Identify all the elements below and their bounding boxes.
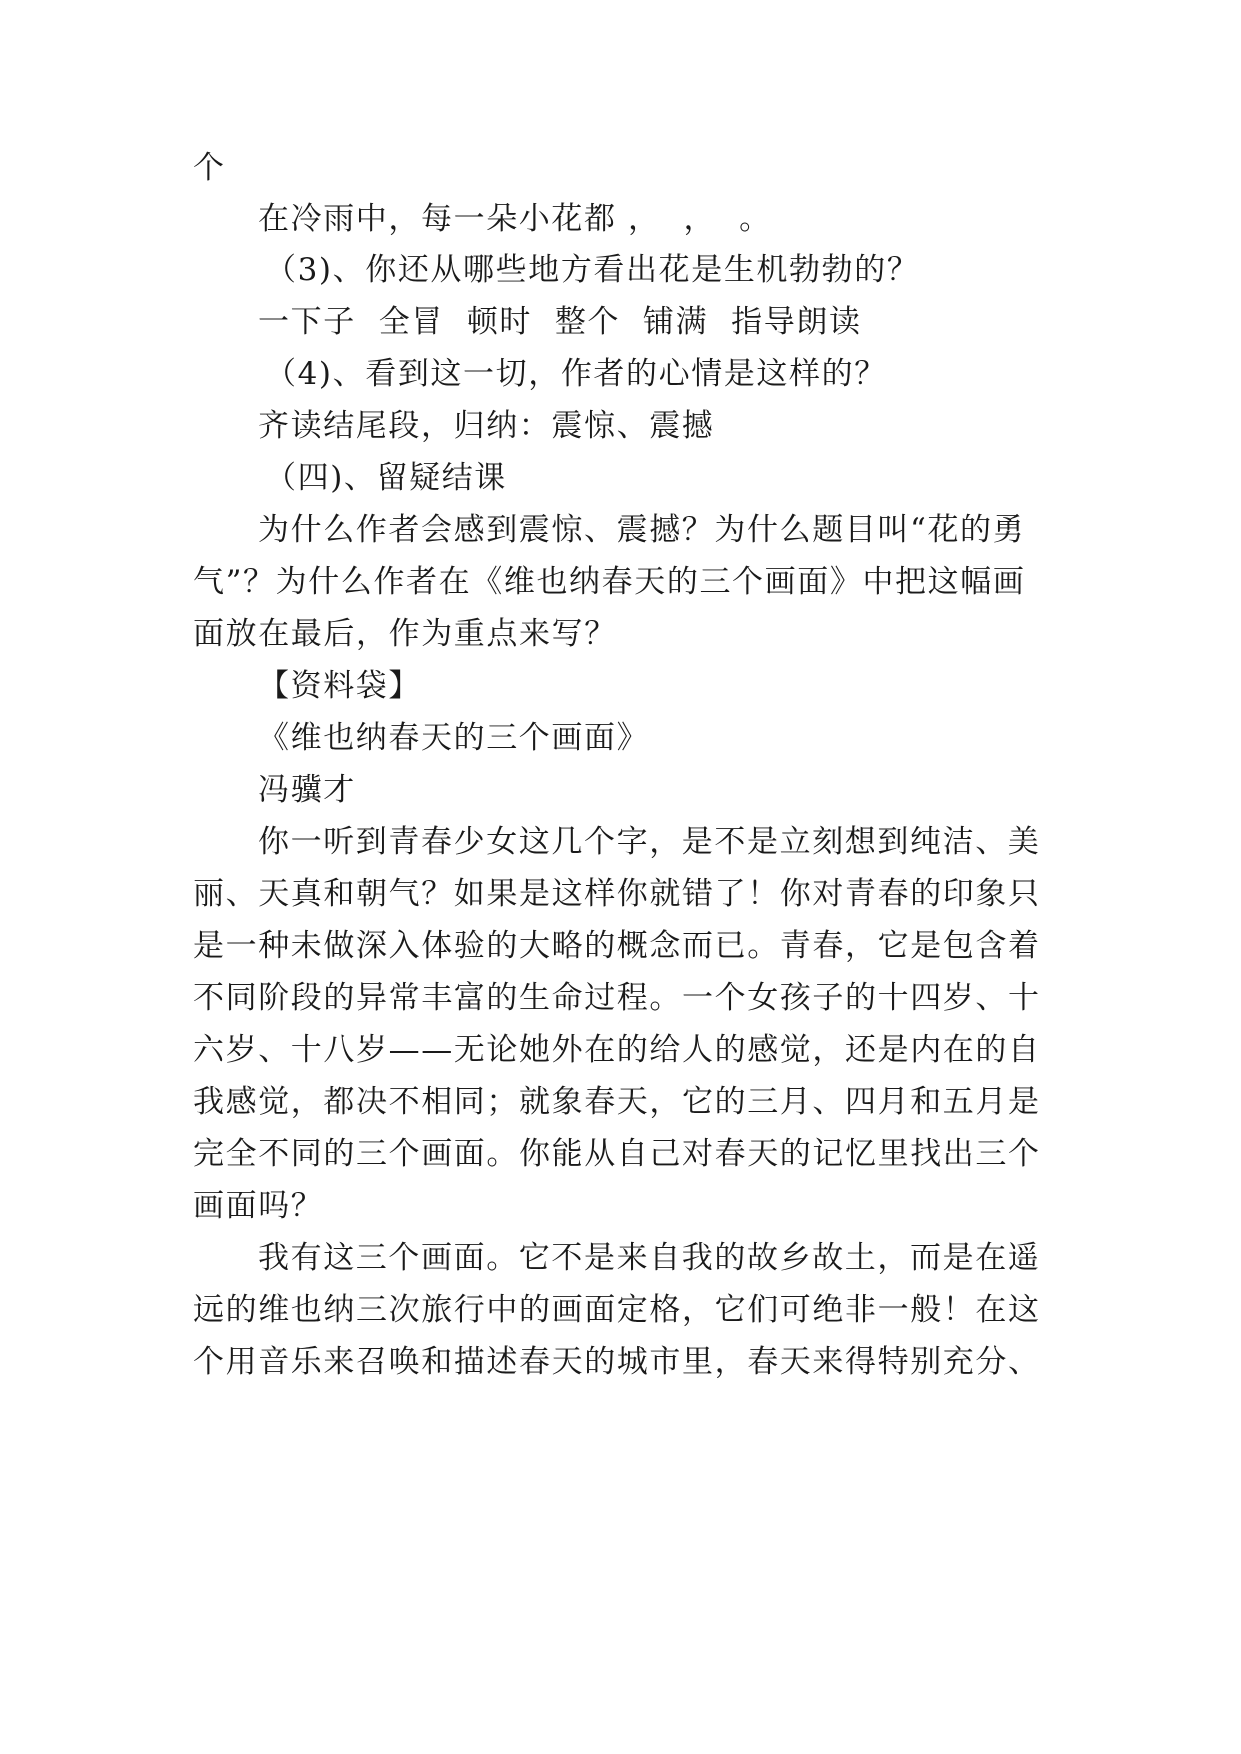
text-line: （3)、你还从哪些地方看出花是生机勃勃的？ bbox=[265, 252, 920, 288]
text-line: 齐读结尾段，归纳：震惊、震撼 bbox=[258, 408, 715, 444]
section-heading: 【资料袋】 bbox=[258, 668, 421, 704]
text-line: （4)、看到这一切，作者的心情是这样的？ bbox=[265, 356, 887, 392]
text-line: 完全不同的三个画面。你能从自己对春天的记忆里找出三个 bbox=[193, 1136, 1041, 1172]
article-author: 冯骥才 bbox=[258, 772, 356, 808]
text-line: 远的维也纳三次旅行中的画面定格，它们可绝非一般！在这 bbox=[193, 1292, 1041, 1328]
article-title: 《维也纳春天的三个画面》 bbox=[258, 720, 650, 756]
text-line: 六岁、十八岁——无论她外在的给人的感觉，还是内在的自 bbox=[193, 1032, 1041, 1068]
text-line: 画面吗？ bbox=[193, 1188, 324, 1224]
text-line: 不同阶段的异常丰富的生命过程。一个女孩子的十四岁、十 bbox=[193, 980, 1041, 1016]
text-line: 面放在最后，作为重点来写？ bbox=[193, 616, 617, 652]
text-line: 个用音乐来召唤和描述春天的城市里，春天来得特别充分、 bbox=[193, 1344, 1041, 1380]
text-line: 丽、天真和朝气？如果是这样你就错了！你对青春的印象只 bbox=[193, 876, 1041, 912]
text-line: 在冷雨中，每一朵小花都 ， ， 。 bbox=[258, 201, 772, 237]
text-line: 我有这三个画面。它不是来自我的故乡故土，而是在遥 bbox=[258, 1240, 1041, 1276]
section-heading: （四)、留疑结课 bbox=[265, 460, 507, 496]
text-line: 是一种未做深入体验的大略的概念而已。青春，它是包含着 bbox=[193, 928, 1041, 964]
text-line: 个 bbox=[193, 150, 226, 186]
text-line: 气”？为什么作者在《维也纳春天的三个画面》中把这幅画 bbox=[193, 564, 1026, 600]
text-line: 你一听到青春少女这几个字，是不是立刻想到纯洁、美 bbox=[258, 824, 1041, 860]
text-line: 我感觉，都决不相同；就象春天，它的三月、四月和五月是 bbox=[193, 1084, 1041, 1120]
text-line: 为什么作者会感到震惊、震撼？为什么题目叫“花的勇 bbox=[258, 512, 1026, 548]
text-line: 一下子 全冒 顿时 整个 铺满 指导朗读 bbox=[258, 304, 862, 340]
